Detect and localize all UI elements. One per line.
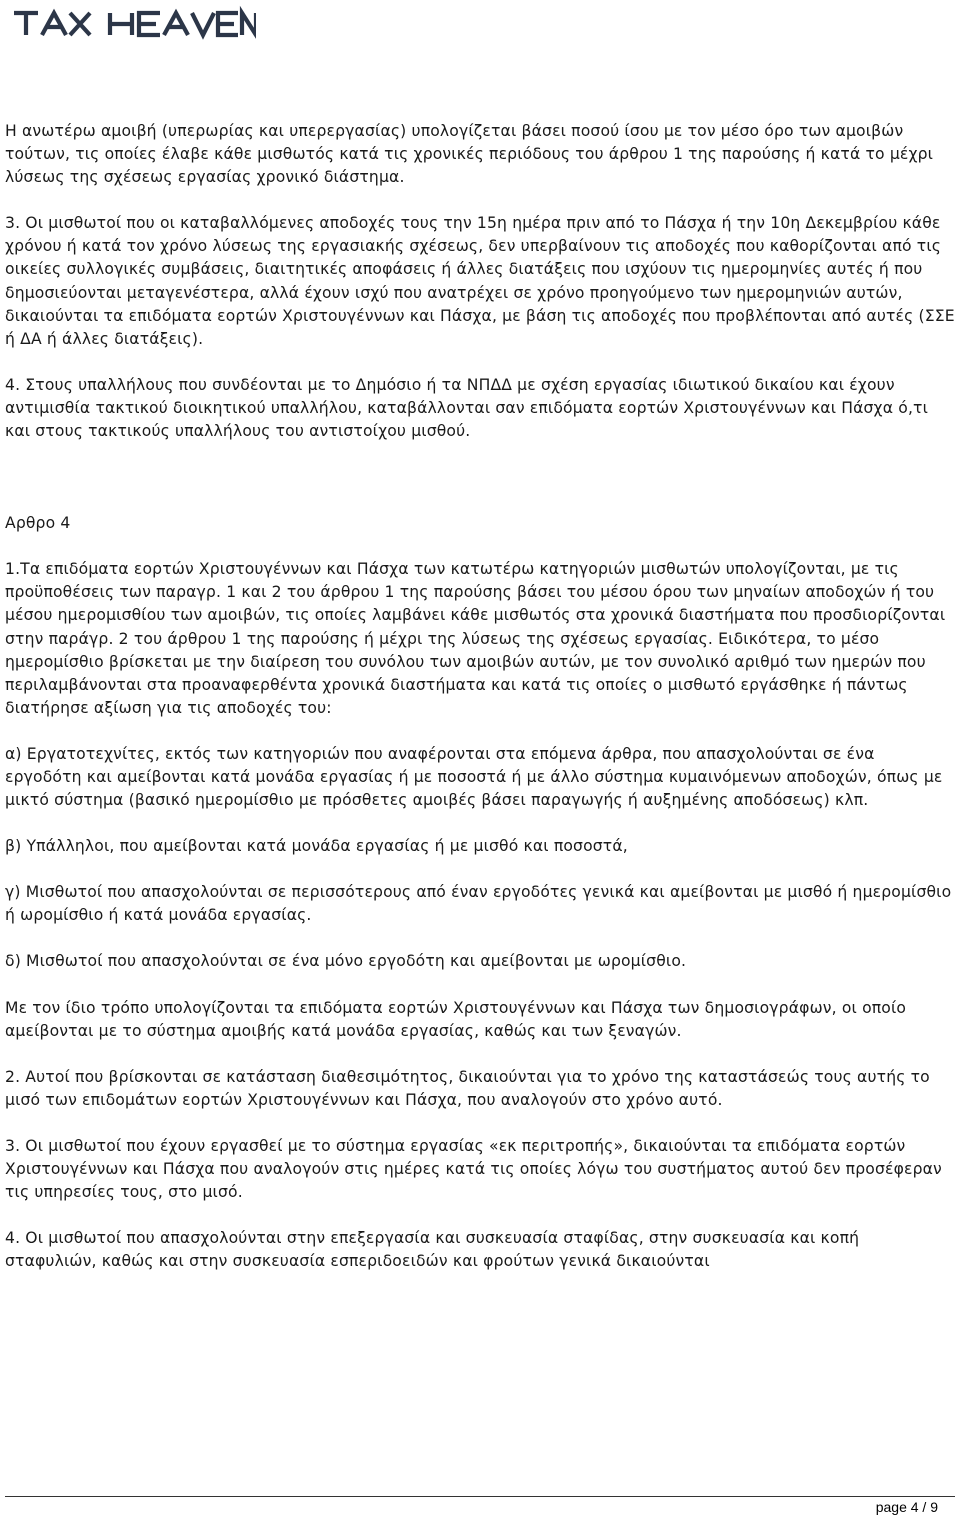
tax-heaven-logo bbox=[6, 4, 256, 40]
paragraph-4-public-sector: 4. Στους υπαλλήλους που συνδέονται με το Δημόσιο ή τα ΝΠΔΔ με σχέση εργασίας ιδιωτικού δικαίου και έχουν αντιμισθία τακτικού διοικητικού υπαλλήλου, καταβάλλονται σαν επιδόματα εορτών Χριστουγέννων και Πάσχα ό,τι και στους τακτικούς υπαλλήλους του αντιστοίχου μισθού. bbox=[5, 375, 929, 441]
paragraph-3-entitlement: 3. Οι μισθωτοί που οι καταβαλλόμενες αποδοχές τους την 15η ημέρα πριν από το Πάσχα ή την 10η Δεκεμβρίου κάθε χρόνου ή κατά τον χρόνο λύσεως της εργασιακής σχέσεως, δεν υπερβαίνουν τις αποδοχές που καθορίζονται από τις οικείες συλλογικές συμβάσεις, διαιτητικές αποφάσεις ή άλλες διατάξεις που ισχύουν τις ημερομηνίες αυτές ή που δημοσιεύονται μεταγενέστερα, αλλά έχουν ισχύ που ανατρέχει σε χρόνο προηγούμενο των ημερομηνιών αυτών, δικαιούνται τα επιδόματα εορτών Χριστουγέννων και Πάσχα, με βάση τις αποδοχές που προβλέπονται από αυτές (ΣΣΕ ή ΔΑ ή άλλες διατάξεις). bbox=[5, 214, 955, 348]
logo-wordmark bbox=[6, 4, 256, 40]
list-item-c: γ) Μισθωτοί που απασχολούνται σε περισσότερους από έναν εργοδότες γενικά και αμείβονται με μισθό ή ημερομίσθιο ή ωρομίσθιο ή κατά μονάδα εργασίας. bbox=[5, 883, 952, 925]
document-body bbox=[5, 120, 955, 1273]
paragraph-article4-3: 3. Οι μισθωτοί που έχουν εργασθεί με το σύστημα εργασίας «εκ περιτροπής», δικαιούνται τα επιδόματα εορτών Χριστουγέννων και Πάσχα που αναλογούν στις ημέρες κατά τις οποίες λόγω του συστήματος αυτού δεν προσέφεραν τις υπηρεσίες τους, στο μισό. bbox=[5, 1136, 942, 1202]
page-number: page 4 / 9 bbox=[875, 1499, 938, 1515]
list-item-a: α) Εργατοτεχνίτες, εκτός των κατηγοριών που αναφέρονται στα επόμενα άρθρα, που απασχολούνται σε ένα εργοδότη και αμείβονται κατά μονάδα εργασίας ή με ποσοστά ή με άλλο σύστημα κυμαινόμενων αποδοχών, όπως με μικτό σύστημα (βασικό ημερομίσθιο με πρόσθετες αμοιβές βάσει παραγωγής ή αυξημένης αποδόσεως) κλπ. bbox=[5, 744, 943, 810]
paragraph-article4-2: 2. Αυτοί που βρίσκονται σε κατάσταση διαθεσιμότητος, δικαιούνται για το χρόνο της καταστάσεώς τους αυτής το μισό των επιδομάτων εορτών Χριστουγέννων και Πάσχα, που αναλογούν στο χρόνο αυτό. bbox=[5, 1067, 930, 1109]
article-4-heading: Αρθρο 4 bbox=[5, 514, 71, 533]
paragraph-article4-1: 1.Τα επιδόματα εορτών Χριστουγέννων και Πάσχα των κατωτέρω κατηγοριών μισθωτών υπολογίζονται, με τις προϋποθέσεις των παραγρ. 1 και 2 του άρθρου 1 της παρούσης βάσει του μέσου όρου των μηναίων αποδοχών ή του μέσου ημερομισθίου των αμοιβών, τις οποίες λαμβάνει κάθε μισθωτός στα χρονικά διαστήματα που προσδιορίζονται στην παράγρ. 2 του άρθρου 1 της παρούσης ή μέχρι της λύσεως της σχέσεως εργασίας. Ειδικότερα, το μέσο ημερομίσθιο βρίσκεται με την διαίρεση του συνόλου των αμοιβών αυτών, με τον συνολικό αριθμό των ημερών που περιλαμβάνονται στα προαναφερθέντα χρονικά διαστήματα και κατά τις οποίες ο μισθωτό εργάσθηκε ή πάντως διατήρησε αξίωση για τις αποδοχές του: bbox=[5, 560, 946, 717]
footer-divider bbox=[5, 1496, 955, 1497]
paragraph-overtime-pay: Η ανωτέρω αμοιβή (υπερωρίας και υπερεργασίας) υπολογίζεται βάσει ποσού ίσου με τον μέσο όρο των αμοιβών τούτων, τις οποίες έλαβε κάθε μισθωτός κατά τις χρονικές περιόδους του άρθρου 1 της παρούσης ή κατά το μέχρι λύσεως της σχέσεως εργασίας χρονικό διάστημα. bbox=[5, 122, 934, 187]
paragraph-journalists: Με τον ίδιο τρόπο υπολογίζονται τα επιδόματα εορτών Χριστουγέννων και Πάσχα των δημοσιογράφων, οι οποίο αμείβονται με το σύστημα αμοιβής κατά μονάδα εργασίας, καθώς και των ξεναγών. bbox=[5, 998, 907, 1040]
paragraph-article4-4: 4. Οι μισθωτοί που απασχολούνται στην επεξεργασία και συσκευασία σταφίδας, στην συσκευασία και κοπή σταφυλιών, καθώς και στην συσκευασία εσπεριδοειδών και φρούτων γενικά δικαιούνται bbox=[5, 1229, 860, 1271]
list-item-d: δ) Μισθωτοί που απασχολούνται σε ένα μόνο εργοδότη και αμείβονται με ωρομίσθιο. bbox=[5, 952, 687, 971]
list-item-b: β) Υπάλληλοι, που αμείβονται κατά μονάδα εργασίας ή με μισθό και ποσοστά, bbox=[5, 837, 628, 856]
